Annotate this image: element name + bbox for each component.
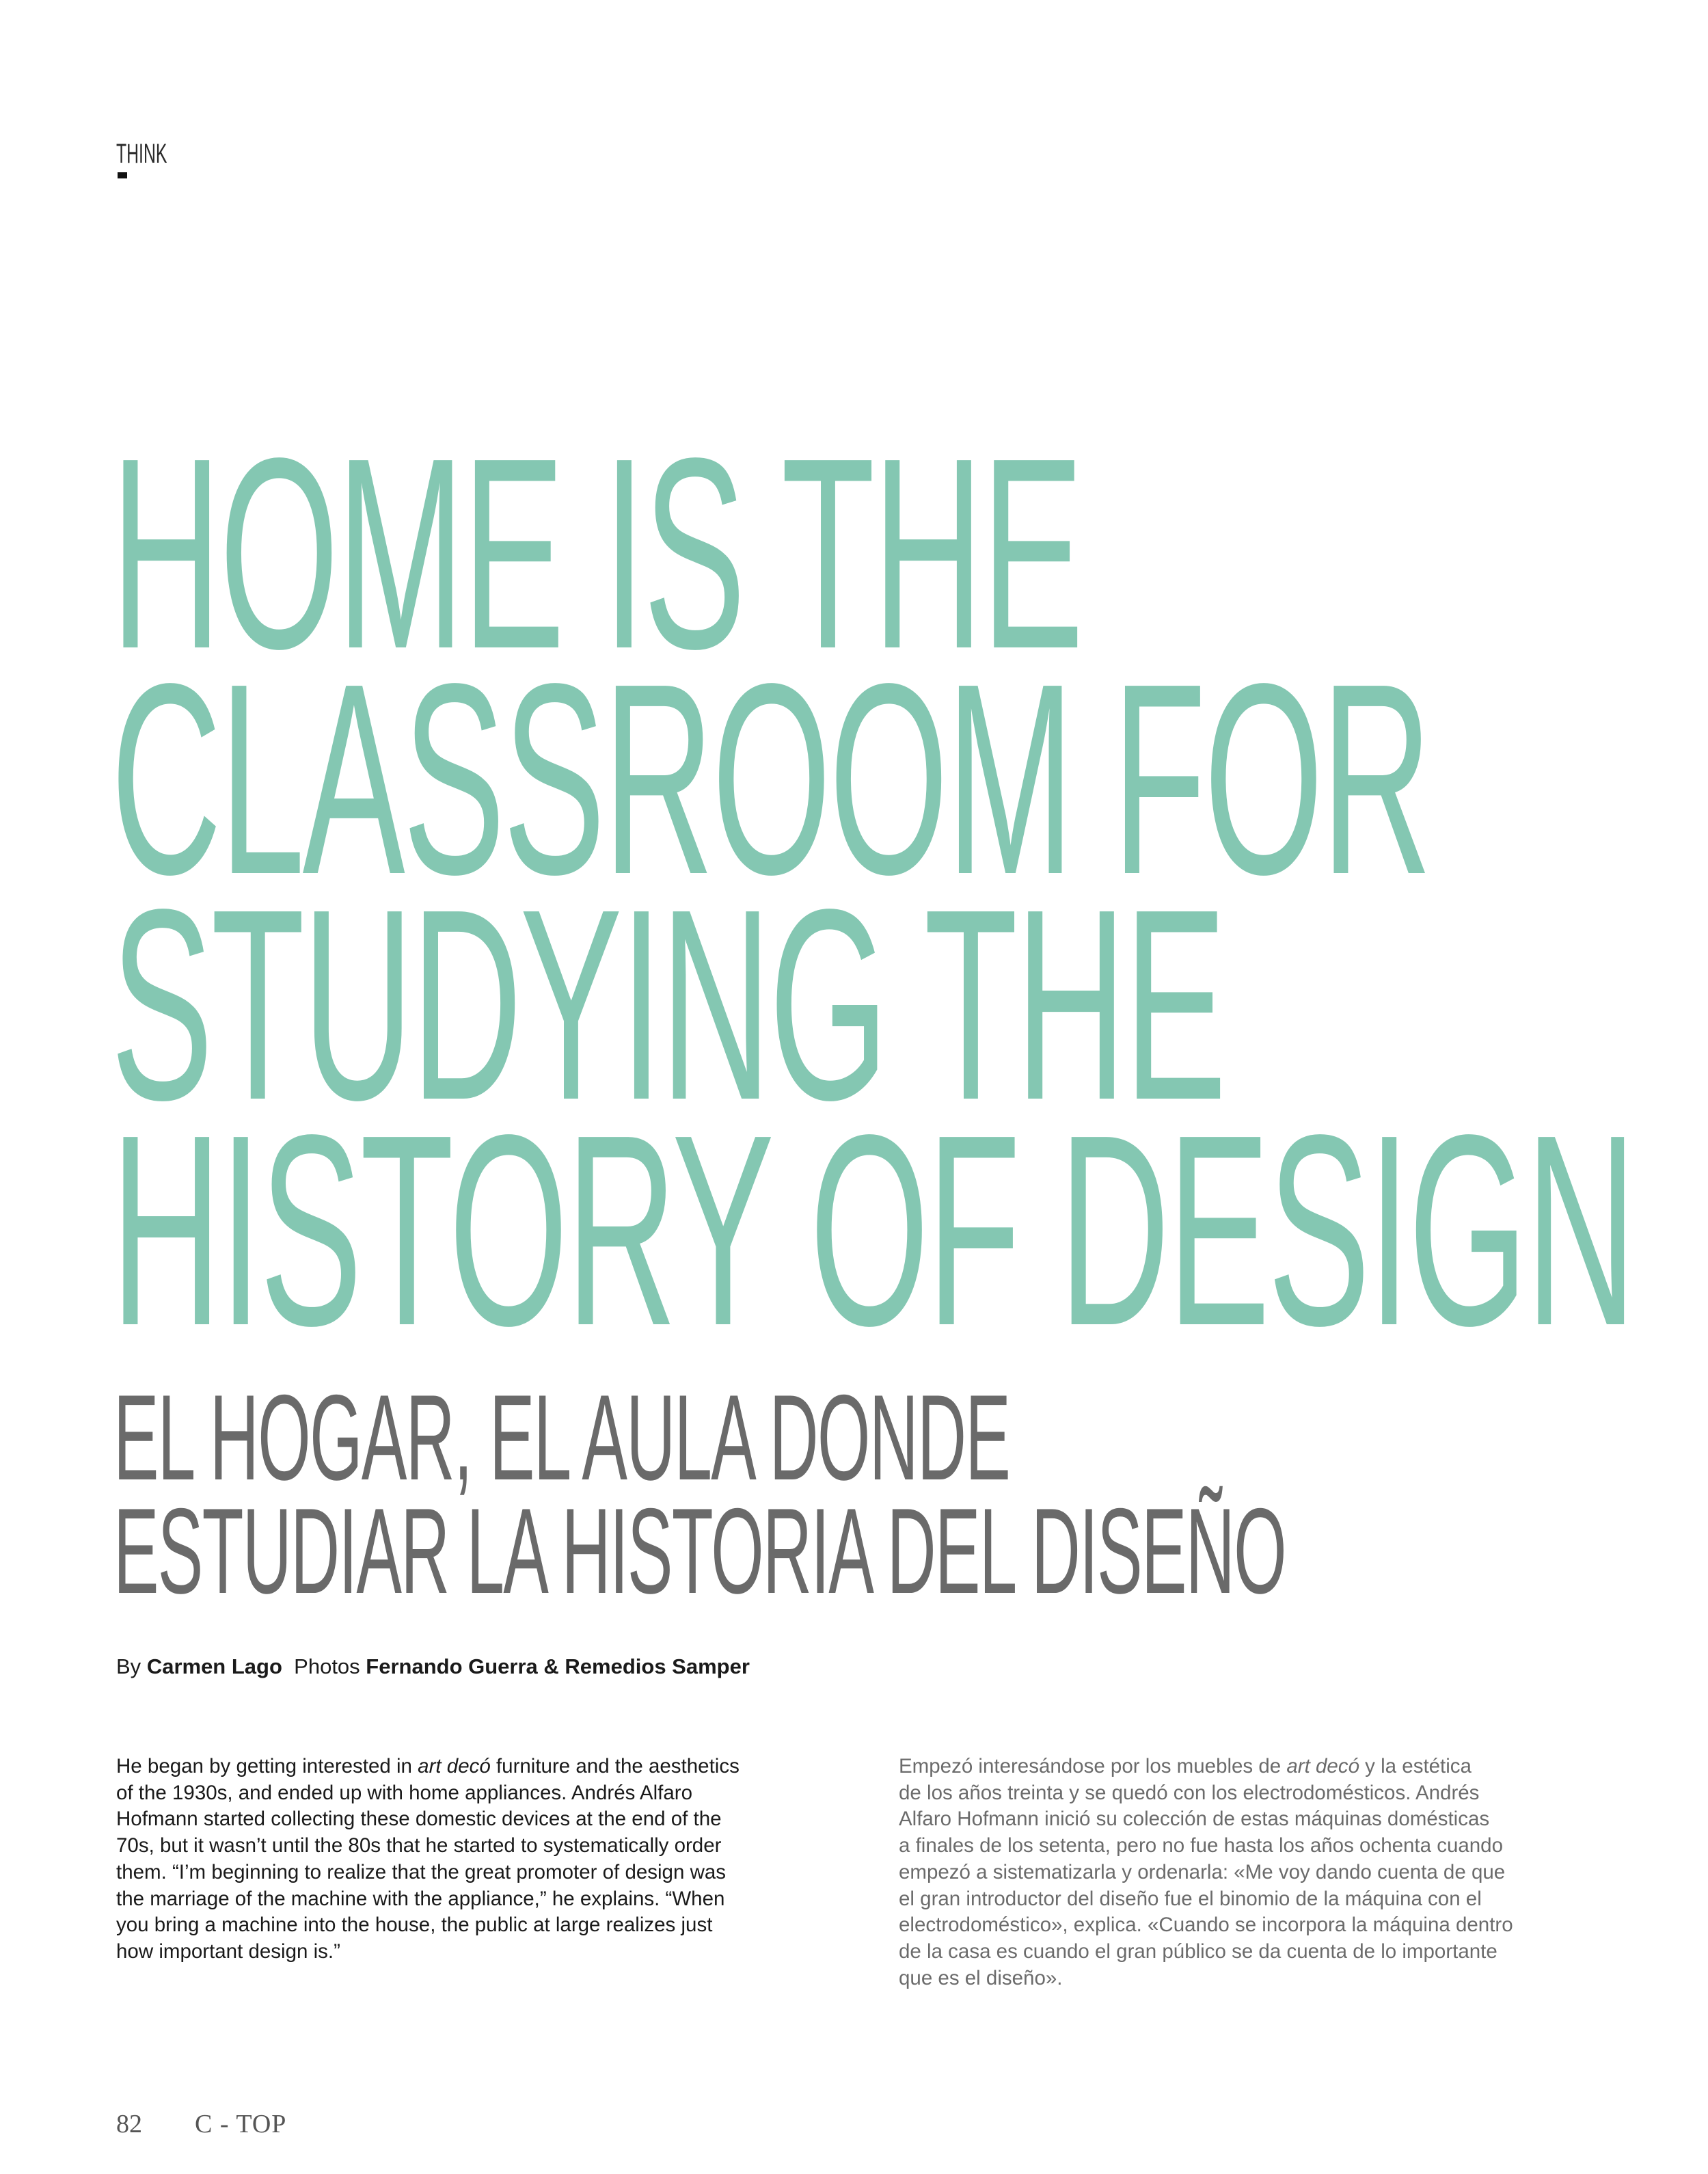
byline-photos-label: Photos (294, 1654, 360, 1678)
section-marker (118, 172, 127, 178)
headline-line-2: CLASSROOM FOR (111, 628, 1431, 931)
headline-line-4: HISTORY OF DESIGN (111, 1079, 1635, 1382)
byline-author: Carmen Lago (146, 1654, 282, 1678)
subheadline (113, 1369, 1286, 1619)
subheadline-line-1: EL HOGAR, EL AULA DONDE (113, 1369, 1010, 1505)
body-en-text-2: furniture and the aesthetics of the 1930s, and ended up with home appliances. Andrés Alfaro Hofmann started collecting these domestic devices at the end of the 70s, but it wasn’t until the 80s that he started to systematically order them. “I’m beginning to realize that the great promoter of design was the marriage of the machine with the appliance,” he explains. “When you bring a machine into the house, the public at large realizes just how important design is.” (116, 1755, 740, 1963)
body-es-text-2: y la estética de los años treinta y se quedó con los electrodomésticos. Andrés Alfaro Hofmann inició su colección de estas máquinas domésticas a finales de los setenta, pero no fue hasta los años ochenta cuando empezó a sistematizarla y ordenarla: «Me voy dando cuenta de que el gran introductor del diseño fue el binomio de la máquina con el electrodoméstico», explica. «Cuando se incorpora la máquina dentro de la casa es cuando el gran público se da cuenta de lo importante que es el diseño». (899, 1755, 1513, 1989)
body-text-spanish (899, 1754, 1610, 1991)
headline (111, 402, 1635, 1382)
section-label: THINK (116, 139, 167, 169)
page-number: 82 (116, 2110, 142, 2138)
magazine-name: C - TOP (195, 2110, 287, 2138)
headline-line-3: STUDYING THE (111, 853, 1225, 1157)
byline-photographers: Fernando Guerra & Remedios Samper (366, 1654, 750, 1678)
body-es-text-1: Empezó interesándose por los muebles de (899, 1755, 1287, 1777)
headline-line-1: HOME IS THE (111, 402, 1082, 706)
body-es-italic: art decó (1286, 1755, 1359, 1777)
byline-by-label: By (116, 1654, 141, 1678)
body-en-text-1: He began by getting interested in (116, 1755, 418, 1777)
body-en-italic: art decó (418, 1755, 491, 1777)
subheadline-line-2: ESTUDIAR LA HISTORIA DEL DISEÑO (113, 1483, 1286, 1619)
byline (116, 1654, 750, 1679)
body-text-english (116, 1754, 813, 1965)
